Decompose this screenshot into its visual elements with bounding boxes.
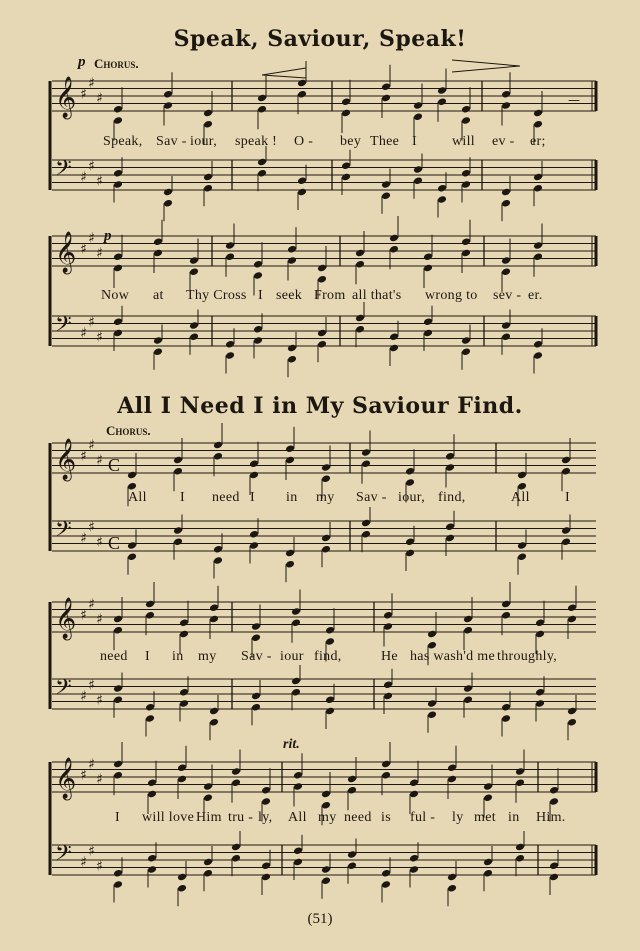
sharp-icon: ♯: [80, 169, 87, 186]
lyric-syllable: need: [100, 649, 128, 664]
sharp-icon: ♯: [96, 771, 103, 788]
lyric-syllable: He: [381, 649, 398, 664]
sharp-icon: ♯: [96, 90, 103, 107]
lyric-syllable: at: [153, 288, 164, 303]
rest-icon: —: [568, 93, 580, 107]
lyric-syllable: I: [565, 490, 570, 505]
lyric-syllable: er.: [528, 288, 543, 303]
sharp-icon: ♯: [96, 692, 103, 709]
treble-clef-icon: 𝄞: [55, 77, 77, 118]
chorus-label: Chorus.: [106, 423, 151, 438]
lyric-syllable: is: [381, 810, 391, 825]
lyric-syllable: my: [318, 810, 337, 825]
lyric-syllable: iour,: [398, 490, 425, 505]
sharp-icon: ♯: [80, 607, 87, 624]
lyric-syllable: will love: [142, 810, 195, 825]
page-number: (51): [307, 911, 333, 927]
lyric-syllable: all that's: [352, 288, 402, 303]
lyric-syllable: will: [452, 134, 475, 149]
lyric-syllable: sev -: [493, 288, 522, 303]
sharp-icon: ♯: [96, 858, 103, 875]
bass-clef-icon: 𝄢: [55, 675, 72, 705]
sharp-icon: ♯: [88, 158, 95, 175]
lyric-syllable: in: [508, 810, 520, 825]
lyric-syllable: my: [198, 649, 217, 664]
crescendo-hairpin: [262, 68, 306, 78]
sharp-icon: ♯: [96, 245, 103, 262]
sharp-icon: ♯: [96, 173, 103, 190]
lyric-syllable: speak !: [235, 134, 278, 149]
sharp-icon: ♯: [88, 519, 95, 536]
sharp-icon: ♯: [88, 314, 95, 331]
sharp-icon: ♯: [88, 75, 95, 92]
treble-clef-icon: 𝄞: [55, 232, 77, 273]
sharp-icon: ♯: [88, 756, 95, 773]
lyric-syllable: has wash'd me: [410, 649, 495, 664]
treble-clef-icon: 𝄞: [55, 598, 77, 639]
lyric-syllable: ly,: [258, 810, 273, 825]
bass-clef-icon: 𝄢: [55, 312, 72, 342]
lyric-syllable: O -: [294, 134, 314, 149]
common-time-icon: C: [108, 455, 121, 475]
lyric-syllable: met: [474, 810, 496, 825]
lyric-syllable: I: [115, 810, 120, 825]
tempo-marking-rit: rit.: [283, 737, 300, 752]
sharp-icon: ♯: [80, 688, 87, 705]
sharp-icon: ♯: [80, 854, 87, 871]
sharp-icon: ♯: [88, 843, 95, 860]
lyric-syllable: All: [128, 490, 147, 505]
sharp-icon: ♯: [96, 452, 103, 469]
lyric-syllable: throughly,: [497, 649, 558, 664]
sharp-icon: ♯: [96, 329, 103, 346]
treble-clef-icon: 𝄞: [55, 439, 77, 480]
lyric-syllable: All: [511, 490, 530, 505]
lyric-syllable: I: [145, 649, 150, 664]
chorus-label: Chorus.: [94, 56, 139, 71]
sharp-icon: ♯: [80, 86, 87, 103]
sharp-icon: ♯: [80, 241, 87, 258]
lyric-syllable: my: [316, 490, 335, 505]
lyric-syllable: Sav -: [156, 134, 187, 149]
lyric-syllable: Speak,: [103, 134, 143, 149]
sharp-icon: ♯: [88, 230, 95, 247]
lyric-syllable: I: [258, 288, 263, 303]
lyric-syllable: Him.: [536, 810, 566, 825]
sharp-icon: ♯: [96, 611, 103, 628]
lyric-syllable: in: [172, 649, 184, 664]
lyric-syllable: ev -: [492, 134, 515, 149]
lyric-syllable: Thy Cross: [186, 288, 247, 303]
lyric-syllable: need: [344, 810, 372, 825]
decrescendo-hairpin: [452, 60, 520, 72]
lyric-syllable: iour: [280, 649, 304, 664]
lyric-syllable: All: [288, 810, 307, 825]
lyric-syllable: I: [250, 490, 255, 505]
lyric-syllable: tru -: [228, 810, 254, 825]
lyric-syllable: er;: [530, 134, 546, 149]
sharp-icon: ♯: [80, 767, 87, 784]
lyric-syllable: bey: [340, 134, 362, 149]
lyric-syllable: find,: [438, 490, 466, 505]
sharp-icon: ♯: [88, 437, 95, 454]
sharp-icon: ♯: [96, 534, 103, 551]
lyric-syllable: seek: [276, 288, 303, 303]
lyric-syllable: From: [314, 288, 346, 303]
lyric-syllable: I: [412, 134, 417, 149]
lyric-syllable: Thee: [370, 134, 400, 149]
sharp-icon: ♯: [88, 596, 95, 613]
hymn-title-speak-saviour-speak: Speak, Saviour, Speak!: [173, 26, 467, 52]
dynamic-marking-p: p: [104, 228, 112, 244]
sharp-icon: ♯: [80, 530, 87, 547]
lyric-syllable: need: [212, 490, 240, 505]
lyric-syllable: ly: [452, 810, 464, 825]
dynamic-marking-p: p: [78, 54, 86, 70]
sharp-icon: ♯: [88, 677, 95, 694]
lyric-syllable: Now: [101, 288, 130, 303]
hymn-title-all-i-need: All I Need I in My Saviour Find.: [117, 393, 523, 419]
common-time-icon: C: [108, 533, 121, 553]
lyric-syllable: Sav -: [241, 649, 272, 664]
bass-clef-icon: 𝄢: [55, 841, 72, 871]
lyric-syllable: iour,: [190, 134, 217, 149]
lyric-syllable: Sav -: [356, 490, 387, 505]
lyric-syllable: Him: [196, 810, 222, 825]
treble-clef-icon: 𝄞: [55, 758, 77, 799]
lyric-syllable: find,: [314, 649, 342, 664]
bass-clef-icon: 𝄢: [55, 156, 72, 186]
bass-clef-icon: 𝄢: [55, 517, 72, 547]
sharp-icon: ♯: [80, 448, 87, 465]
sharp-icon: ♯: [80, 325, 87, 342]
lyric-syllable: I: [180, 490, 185, 505]
lyric-syllable: in: [286, 490, 298, 505]
lyric-syllable: ful -: [410, 810, 436, 825]
lyric-syllable: wrong to: [425, 288, 478, 303]
